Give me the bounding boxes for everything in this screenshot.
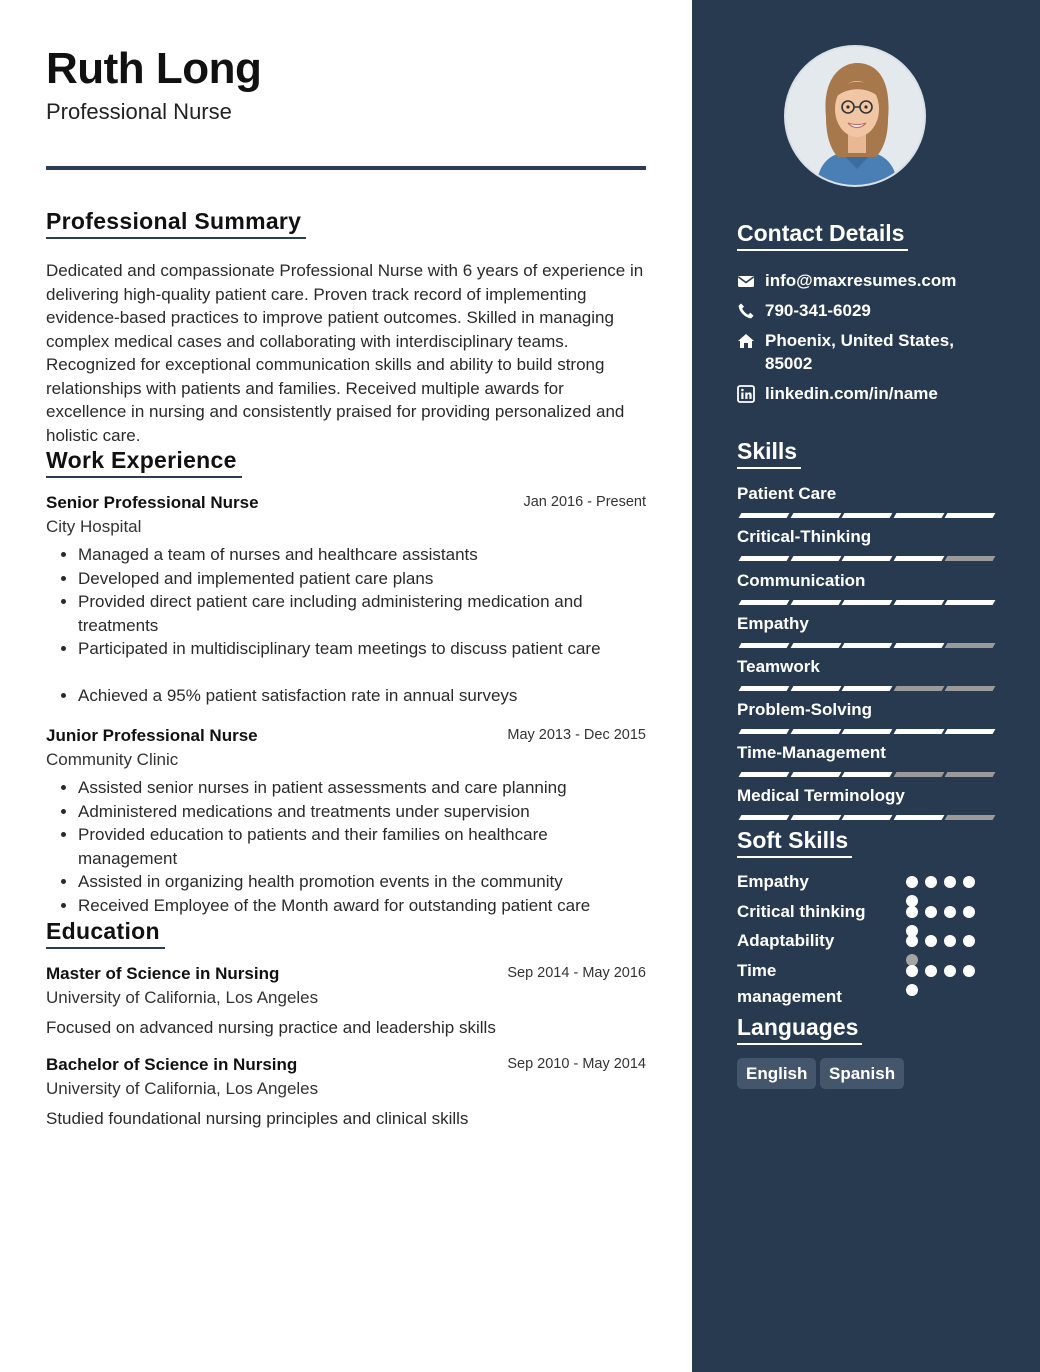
skill-segment-filled <box>842 729 893 734</box>
list-item: • Participated in multidisciplinary team meetings to discuss patient care <box>78 637 646 661</box>
education-dates: Sep 2014 - May 2016 <box>507 965 646 981</box>
header-divider <box>46 166 646 170</box>
soft-skill-item <box>737 958 997 1010</box>
list-item: • Administered medications and treatments under supervision <box>78 800 646 824</box>
skill-rating-bar <box>737 643 993 651</box>
school-name: University of California, Los Angeles <box>46 988 319 1007</box>
skill-segment-filled <box>842 772 893 777</box>
rating-dot-filled <box>925 965 937 977</box>
candidate-title: Professional Nurse <box>46 99 232 124</box>
envelope-icon <box>737 272 755 290</box>
rating-dot-filled <box>925 935 937 947</box>
job-bullets <box>46 776 646 917</box>
rating-dot-filled <box>944 876 956 888</box>
skill-item <box>737 699 993 737</box>
list-item: • Assisted senior nurses in patient assessments and care planning <box>78 776 646 800</box>
skill-segment-filled <box>790 729 841 734</box>
list-item: • Received Employee of the Month award for outstanding patient care <box>78 894 646 918</box>
skill-segment-filled <box>893 815 944 820</box>
soft-skill-label: Critical thinking <box>737 902 866 921</box>
skill-label: Teamwork <box>737 657 820 676</box>
linkedin-text: linkedin.com/in/name <box>765 384 938 403</box>
skill-segment-empty <box>893 686 944 691</box>
skill-segment-filled <box>893 729 944 734</box>
skill-segment-filled <box>893 513 944 518</box>
job-organization: Community Clinic <box>46 750 179 769</box>
rating-dot-filled <box>963 876 975 888</box>
skill-segment-filled <box>893 643 944 648</box>
skill-label: Empathy <box>737 614 809 633</box>
skill-segment-filled <box>893 600 944 605</box>
rating-dot-filled <box>944 935 956 947</box>
skill-segment-filled <box>945 513 996 518</box>
skill-rating-bar <box>737 600 993 608</box>
skill-segment-filled <box>893 556 944 561</box>
skill-label: Communication <box>737 571 866 590</box>
profile-photo <box>784 45 926 187</box>
rating-dot-filled <box>925 906 937 918</box>
skill-segment-filled <box>790 513 841 518</box>
list-item: • Achieved a 95% patient satisfaction rate in annual surveys <box>78 684 646 708</box>
rating-dot-filled <box>963 906 975 918</box>
skill-segment-filled <box>790 772 841 777</box>
skill-segment-filled <box>739 556 790 561</box>
phone-text: 790-341-6029 <box>765 301 871 320</box>
skill-rating-bar <box>737 772 993 780</box>
job-entry <box>46 725 646 917</box>
list-item: • Provided direct patient care including administering medication and treatments <box>78 590 646 637</box>
skill-item <box>737 613 993 651</box>
skill-segment-filled <box>842 600 893 605</box>
skill-segment-filled <box>842 513 893 518</box>
soft-skill-label: Empathy <box>737 872 809 891</box>
degree-title: Bachelor of Science in Nursing <box>46 1055 298 1074</box>
skill-segment-filled <box>790 815 841 820</box>
job-role: Junior Professional Nurse <box>46 726 258 745</box>
education-description: Studied foundational nursing principles and clinical skills <box>46 1109 469 1128</box>
education-description: Focused on advanced nursing practice and leadership skills <box>46 1018 496 1037</box>
skill-segment-filled <box>739 772 790 777</box>
skill-segment-filled <box>739 815 790 820</box>
language-tag: English <box>737 1058 816 1089</box>
skill-rating-bar <box>737 729 993 737</box>
school-name: University of California, Los Angeles <box>46 1079 319 1098</box>
summary-heading: Professional Summary <box>46 208 306 239</box>
education-dates: Sep 2010 - May 2014 <box>507 1056 646 1072</box>
soft-skill-label: Time management <box>737 961 842 1006</box>
languages-heading: Languages <box>737 1014 862 1045</box>
soft-skill-item <box>737 928 997 954</box>
soft-skill-item <box>737 899 997 925</box>
skill-rating-bar <box>737 815 993 823</box>
skill-rating-bar <box>737 686 993 694</box>
skill-segment-empty <box>945 556 996 561</box>
list-item: • Developed and implemented patient care plans <box>78 567 646 591</box>
rating-dot-filled <box>925 876 937 888</box>
skill-segment-filled <box>739 513 790 518</box>
skill-segment-filled <box>945 729 996 734</box>
skill-item <box>737 570 993 608</box>
linkedin-icon <box>737 385 755 403</box>
skill-label: Medical Terminology <box>737 786 905 805</box>
skill-segment-filled <box>790 686 841 691</box>
skill-segment-filled <box>790 600 841 605</box>
job-organization: City Hospital <box>46 517 142 536</box>
skill-rating-bar <box>737 513 993 521</box>
job-role: Senior Professional Nurse <box>46 493 259 512</box>
education-entry <box>46 963 646 1040</box>
skill-label: Time-Management <box>737 743 886 762</box>
candidate-name: Ruth Long <box>46 44 262 93</box>
rating-dot-filled <box>944 965 956 977</box>
education-heading: Education <box>46 918 165 949</box>
experience-heading: Work Experience <box>46 447 242 478</box>
skill-segment-empty <box>945 772 996 777</box>
rating-dot-filled <box>906 906 918 918</box>
job-bullets <box>46 543 646 707</box>
job-dates: Jan 2016 - Present <box>523 494 646 510</box>
contact-address <box>737 329 997 375</box>
skill-segment-filled <box>790 556 841 561</box>
summary-text: Dedicated and compassionate Professional Nurse with 6 years of experience in delivering high-quality patient care. Proven track record of implementing evidence-based practices to improve patient outcomes. Skilled in managing complex medical cases and collaborating with interdisciplinary teams. Recognized for exceptional communication skills and ability to build strong relationships with patients and families. Received multiple awards for excellence in nursing and consistently praised for providing personalized and holistic care. <box>46 261 644 445</box>
skill-label: Problem-Solving <box>737 700 873 719</box>
phone-icon <box>737 302 755 320</box>
skill-segment-empty <box>893 772 944 777</box>
rating-dot-filled <box>906 935 918 947</box>
skill-segment-filled <box>739 643 790 648</box>
skill-segment-empty <box>945 686 996 691</box>
skill-segment-filled <box>842 686 893 691</box>
skill-segment-filled <box>739 600 790 605</box>
rating-dot-filled <box>944 906 956 918</box>
skill-segment-filled <box>790 643 841 648</box>
skills-heading: Skills <box>737 438 801 469</box>
skill-item <box>737 785 993 823</box>
soft-skill-item <box>737 869 997 895</box>
contact-phone[interactable] <box>737 299 997 322</box>
list-item: • Managed a team of nurses and healthcare assistants <box>78 543 646 567</box>
rating-dot-filled <box>963 935 975 947</box>
list-item: • Provided education to patients and their families on healthcare management <box>78 823 646 870</box>
job-entry <box>46 492 646 707</box>
skill-label: Patient Care <box>737 484 837 503</box>
contact-email[interactable] <box>737 269 997 292</box>
skill-item <box>737 742 993 780</box>
skill-item <box>737 483 993 521</box>
skill-item <box>737 526 993 564</box>
rating-dot-filled <box>906 984 918 996</box>
skill-segment-filled <box>739 729 790 734</box>
skill-segment-filled <box>739 686 790 691</box>
skill-segment-empty <box>945 643 996 648</box>
email-text: info@maxresumes.com <box>765 271 957 290</box>
rating-dot-filled <box>906 965 918 977</box>
list-item: • Assisted in organizing health promotion events in the community <box>78 870 646 894</box>
soft-skill-label: Adaptability <box>737 931 835 950</box>
skill-segment-filled <box>945 600 996 605</box>
skill-label: Critical-Thinking <box>737 527 872 546</box>
address-text: Phoenix, United States, 85002 <box>765 331 954 373</box>
contact-linkedin[interactable] <box>737 382 997 405</box>
contact-heading: Contact Details <box>737 220 908 251</box>
degree-title: Master of Science in Nursing <box>46 964 280 983</box>
skill-segment-filled <box>842 643 893 648</box>
skill-segment-empty <box>945 815 996 820</box>
language-tag: Spanish <box>820 1058 904 1089</box>
skill-segment-filled <box>842 556 893 561</box>
skill-item <box>737 656 993 694</box>
soft-skills-heading: Soft Skills <box>737 827 852 858</box>
education-entry <box>46 1054 646 1131</box>
skill-segment-filled <box>842 815 893 820</box>
home-icon <box>737 332 755 350</box>
rating-dot-filled <box>906 876 918 888</box>
profile-photo-illustration <box>786 47 926 187</box>
skill-rating-bar <box>737 556 993 564</box>
job-dates: May 2013 - Dec 2015 <box>507 727 646 743</box>
rating-dot-filled <box>963 965 975 977</box>
